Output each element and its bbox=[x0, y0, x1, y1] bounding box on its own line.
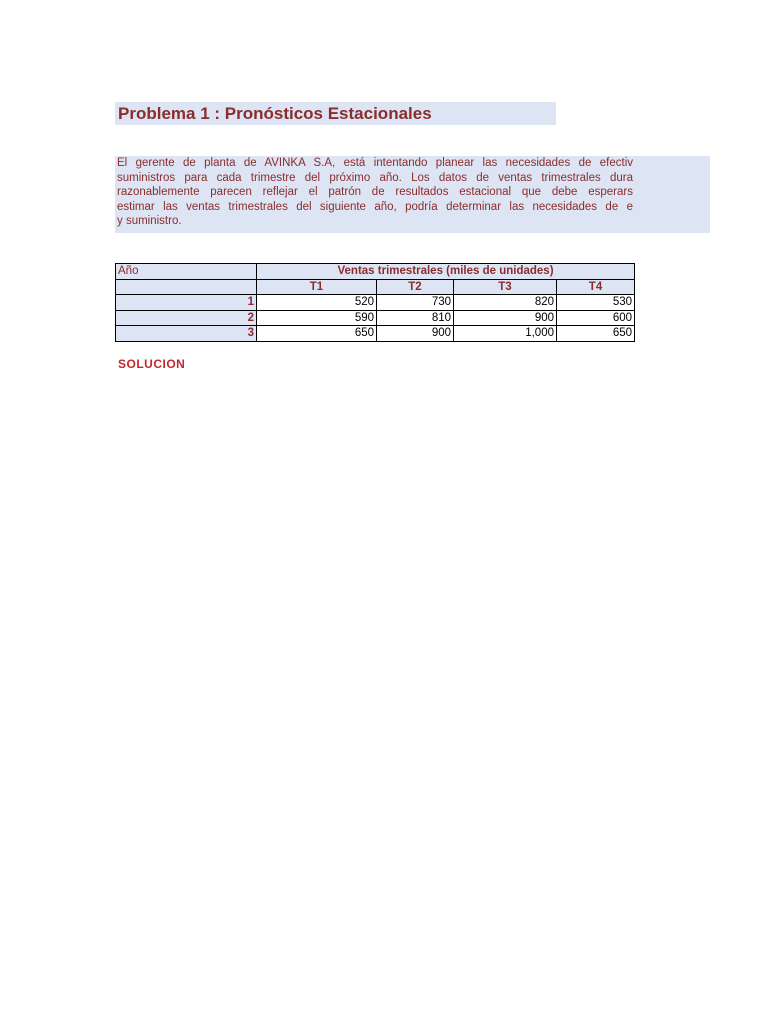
value-cell: 650 bbox=[557, 326, 635, 342]
table-row bbox=[116, 295, 635, 311]
table-row bbox=[116, 310, 635, 326]
quarter-header: T4 bbox=[557, 279, 635, 295]
description-line: El gerente de planta de AVINKA S.A, está intentando planear las necesidades de efectiv bbox=[117, 157, 633, 169]
solution-heading: SOLUCION bbox=[118, 357, 186, 371]
page-title: Problema 1 : Pronósticos Estacionales bbox=[118, 104, 432, 123]
quarter-header: T1 bbox=[257, 279, 377, 295]
value-cell: 820 bbox=[454, 295, 557, 311]
value-cell: 600 bbox=[557, 310, 635, 326]
value-cell: 730 bbox=[377, 295, 454, 311]
year-cell: 3 bbox=[116, 326, 257, 342]
table-header-row bbox=[116, 264, 635, 280]
sales-group-header: Ventas trimestrales (miles de unidades) bbox=[257, 264, 635, 280]
value-cell: 900 bbox=[454, 310, 557, 326]
description-line: estimar las ventas trimestrales del siguiente año, podría determinar las necesidades de e bbox=[117, 200, 633, 213]
value-cell: 650 bbox=[257, 326, 377, 342]
table-row bbox=[116, 326, 635, 342]
year-cell: 1 bbox=[116, 295, 257, 311]
quarter-header: T2 bbox=[377, 279, 454, 295]
quarter-header: T3 bbox=[454, 279, 557, 295]
problem-description bbox=[115, 156, 710, 233]
value-cell: 810 bbox=[377, 310, 454, 326]
value-cell: 520 bbox=[257, 295, 377, 311]
year-column-header: Año bbox=[116, 264, 257, 280]
description-line: suministros para cada trimestre del próximo año. Los datos de ventas trimestrales dura bbox=[117, 171, 633, 184]
title-banner bbox=[115, 102, 556, 125]
description-line: y suministro. bbox=[117, 215, 182, 227]
value-cell: 590 bbox=[257, 310, 377, 326]
quarter-header-row bbox=[116, 279, 635, 295]
value-cell: 1,000 bbox=[454, 326, 557, 342]
year-cell: 2 bbox=[116, 310, 257, 326]
description-line: razonablemente parecen reflejar el patrón de resultados estacional que debe esperars bbox=[117, 186, 633, 198]
value-cell: 900 bbox=[377, 326, 454, 342]
empty-header-cell bbox=[116, 279, 257, 295]
value-cell: 530 bbox=[557, 295, 635, 311]
sales-table bbox=[115, 263, 635, 342]
